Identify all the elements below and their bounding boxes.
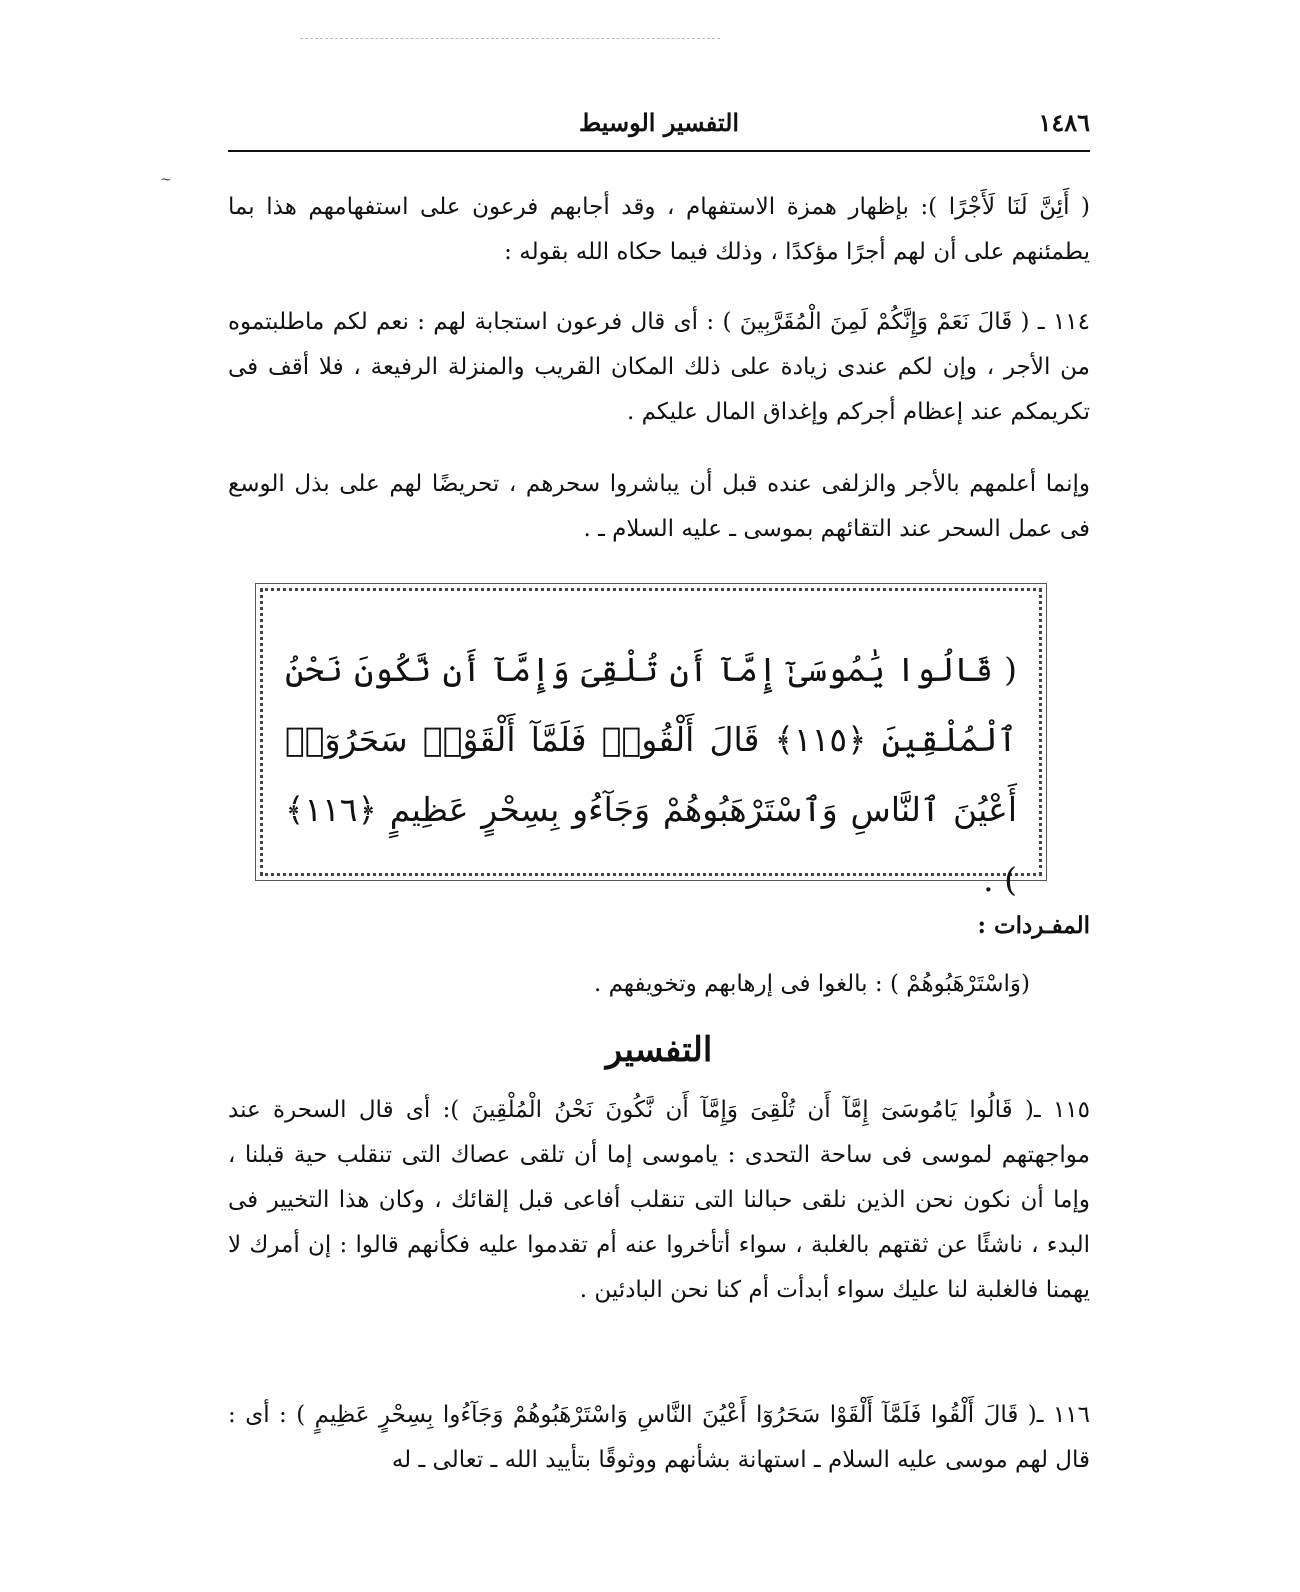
paragraph-verse-116: ١١٦ ـ( قَالَ أَلْقُوا فَلَمَّآ أَلْقَوْا سَحَرُوٓا أَعْيُنَ النَّاسِ وَاسْتَرْهَبُوهُمْ وَجَآءُوا بِسِحْرٍ عَظِيمٍ ) : أى : قال لهم موسى عليه السلام ـ استهانة بشأنهم ووثوقًا بتأييد الله ـ تعالى ـ له — [228, 1402, 1090, 1473]
paragraph-verse-114: ١١٤ ـ ( قَالَ نَعَمْ وَإِنَّكُمْ لَمِنَ الْمُقَرَّبِينَ ) : أى قال فرعون استجابة لهم : نعم لكم ماطلبتموه من الأجر ، وإن لكم عندى زيادة على ذلك المكان القريب والمنزلة الرفيعة ، فلا أقف فى تكريمكم عند إعظام أجركم وإغداق المال عليكم . — [228, 309, 1090, 425]
paragraph-incentive: وإنما أعلمهم بالأجر والزلفى عنده قبل أن يباشروا سحرهم ، تحريضًا لهم على بذل الوسع فى عمل السحر عند التقائهم بموسى ـ عليه السلام ـ . — [228, 471, 1090, 542]
header-rule — [228, 150, 1090, 152]
running-title: التفسير الوسيط — [578, 108, 740, 137]
tafsir-heading: التفسير — [605, 1030, 713, 1070]
quran-verse-text: ( قَالُوا يَٰمُوسَىٰٓ إِمَّآ أَن تُلْقِىَ وَإِمَّآ أَن نَّكُونَ نَحْنُ ٱلْمُلْقِينَ ﴿١١٥﴾ قَالَ أَلْقُوا۟ فَلَمَّآ أَلْقَوْا۟ سَحَرُوٓا۟ أَعْيُنَ ٱلنَّاسِ وَٱسْتَرْهَبُوهُمْ وَجَآءُو بِسِحْرٍ عَظِيمٍ ﴿١١٦﴾ ) . — [285, 650, 1017, 899]
margin-mark: ~ — [160, 172, 172, 188]
vocabulary-heading: المفـردات : — [977, 912, 1090, 939]
scan-artifact-line — [300, 38, 720, 39]
paragraph-verse-115: ١١٥ ـ( قَالُوا يَامُوسَىٓ إِمَّآ أَن تُلْقِىَ وَإِمَّآ أَن نَّكُونَ نَحْنُ الْمُلْقِينَ ): أى قال السحرة عند مواجهتهم لموسى فى ساحة التحدى : ياموسى إما أن تلقى عصاك التى تنقلب حية قبلنا ، وإما أن نكون نحن الذين نلقى حبالنا التى تنقلب أفاعى قبل إلقائك ، وكان هذا التخيير فى البدء ، ناشئًا عن ثقتهم بالغلبة ، سواء أتأخروا عنه أم تقدموا عليه فكأنهم قالوا : إن أمرك لا يهمنا فالغلبة لنا عليك سواء أبدأت أم كنا نحن البادئين . — [228, 1097, 1090, 1303]
page-number: ١٤٨٦ — [1038, 108, 1090, 137]
page-header — [228, 108, 1090, 148]
quran-verse-box — [260, 588, 1042, 899]
paragraph-ajr-question: ( أَئِنَّ لَنَا لَأَجْرًا ): بإظهار همزة الاستفهام ، وقد أجابهم فرعون على استفهامهم هذا بما يطمئنهم على أن لهم أجرًا مؤكدًا ، وذلك فيما حكاه الله بقوله : — [228, 194, 1090, 265]
vocabulary-entry: (وَاسْتَرْهَبُوهُمْ ) : بالغوا فى إرهابهم وتخويفهم . — [593, 971, 1030, 997]
